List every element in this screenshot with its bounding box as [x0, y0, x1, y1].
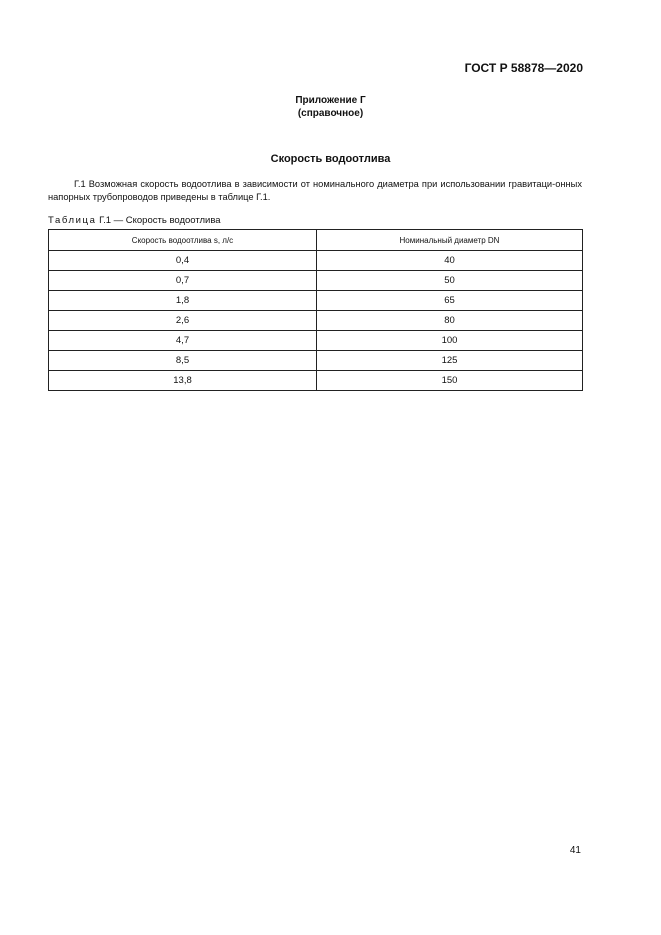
cell-diameter: 125: [317, 351, 583, 371]
cell-diameter: 40: [317, 251, 583, 271]
header-speed: Скорость водоотлива s, л/с: [49, 230, 317, 251]
body-paragraph: Г.1 Возможная скорость водоотлива в зависимости от номинального диаметра при использовании гравитаци-онных напорных трубопроводов приведены в таблице Г.1.: [48, 179, 582, 202]
cell-diameter: 100: [317, 331, 583, 351]
section-title: Скорость водоотлива: [270, 153, 391, 165]
table-caption-prefix: Таблица: [48, 215, 97, 226]
table-row: [49, 251, 583, 271]
cell-speed: 4,7: [49, 331, 317, 351]
annex-subtitle: (справочное): [297, 108, 364, 119]
cell-diameter: 80: [317, 311, 583, 331]
cell-diameter: 65: [317, 291, 583, 311]
cell-speed: 8,5: [49, 351, 317, 371]
cell-speed: 2,6: [49, 311, 317, 331]
cell-diameter: 50: [317, 271, 583, 291]
table-row: [49, 271, 583, 291]
cell-speed: 0,4: [49, 251, 317, 271]
header-diameter: Номинальный диаметр DN: [317, 230, 583, 251]
annex-heading: [0, 94, 661, 120]
table-caption: [48, 215, 221, 226]
table-row: [49, 351, 583, 371]
table-row: [49, 331, 583, 351]
table-header-row: [49, 230, 583, 251]
document-code: ГОСТ Р 58878—2020: [464, 61, 583, 75]
annex-title: Приложение Г: [295, 95, 366, 106]
cell-speed: 1,8: [49, 291, 317, 311]
page-number: 41: [569, 845, 581, 856]
cell-diameter: 150: [317, 371, 583, 391]
cell-speed: 13,8: [49, 371, 317, 391]
table-caption-rest: Г.1 — Скорость водоотлива: [99, 215, 221, 226]
table-row: [49, 291, 583, 311]
cell-speed: 0,7: [49, 271, 317, 291]
table-row: [49, 311, 583, 331]
speed-table: [48, 229, 583, 391]
table-row: [49, 371, 583, 391]
